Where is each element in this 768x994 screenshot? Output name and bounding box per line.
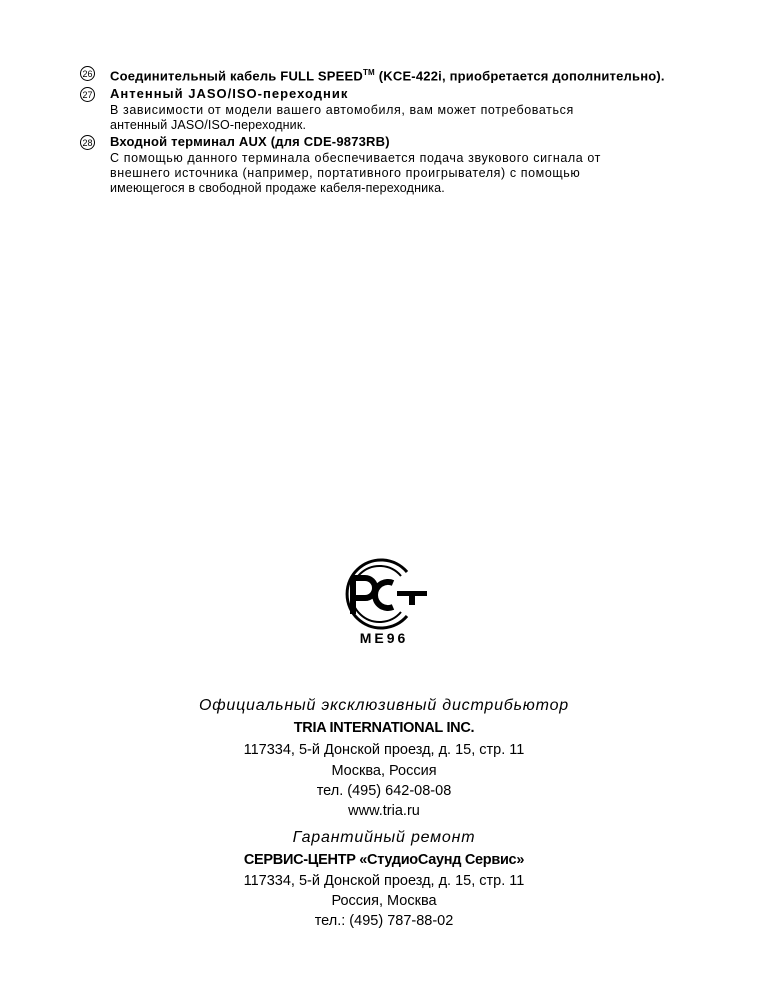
service-block	[0, 827, 768, 931]
item-title: Антенный JASO/ISO-переходник	[110, 86, 349, 102]
item-number-badge: 26	[80, 66, 95, 81]
item-title: Входной терминал AUX (для CDE-9873RB)	[110, 134, 390, 150]
service-heading: Гарантийный ремонт	[292, 829, 476, 846]
item-description-line: В зависимости от модели вашего автомобиля, вам может потребоваться	[110, 103, 574, 118]
distributor-city: Москва, Россия	[331, 763, 437, 779]
logo-letter-t-stem	[409, 591, 415, 605]
service-company: СЕРВИС-ЦЕНТР «СтудиоСаунд Сервис»	[243, 852, 525, 868]
item-description-line: антенный JASO/ISO-переходник.	[110, 118, 307, 133]
item-description-line: С помощью данного терминала обеспечивается подача звукового сигнала от	[110, 151, 601, 166]
distributor-address: 117334, 5-й Донской проезд, д. 15, стр. 11	[243, 742, 525, 758]
service-city: Россия, Москва	[331, 893, 437, 909]
item-title: Соединительный кабель FULL SPEED™ (KCE-422i, приобретается дополнительно).	[110, 68, 665, 84]
item-number-badge: 28	[80, 135, 95, 150]
distributor-company: TRIA INTERNATIONAL INC.	[293, 720, 475, 736]
distributor-website: www.tria.ru	[348, 803, 420, 819]
service-phone: тел.: (495) 787-88-02	[314, 913, 454, 929]
distributor-block	[0, 695, 768, 821]
item-description-line: имеющегося в свободной продаже кабеля-переходника.	[110, 181, 445, 196]
trademark-mark: TM	[362, 68, 375, 77]
service-address: 117334, 5-й Донской проезд, д. 15, стр. 11	[243, 873, 525, 889]
accessory-list	[80, 64, 688, 196]
distributor-heading: Официальный эксклюзивный дистрибьютор	[199, 697, 569, 714]
list-item-26	[80, 64, 688, 85]
pct-certification-logo	[335, 558, 435, 630]
list-item-27	[80, 85, 688, 133]
item-number-badge: 27	[80, 87, 95, 102]
distributor-phone: тел. (495) 642-08-08	[316, 783, 452, 799]
certification-code: ME96	[359, 630, 409, 646]
logo-letter-c	[375, 582, 393, 608]
item-description-line: внешнего источника (например, портативного проигрывателя) с помощью	[110, 166, 581, 181]
list-item-28	[80, 133, 688, 196]
